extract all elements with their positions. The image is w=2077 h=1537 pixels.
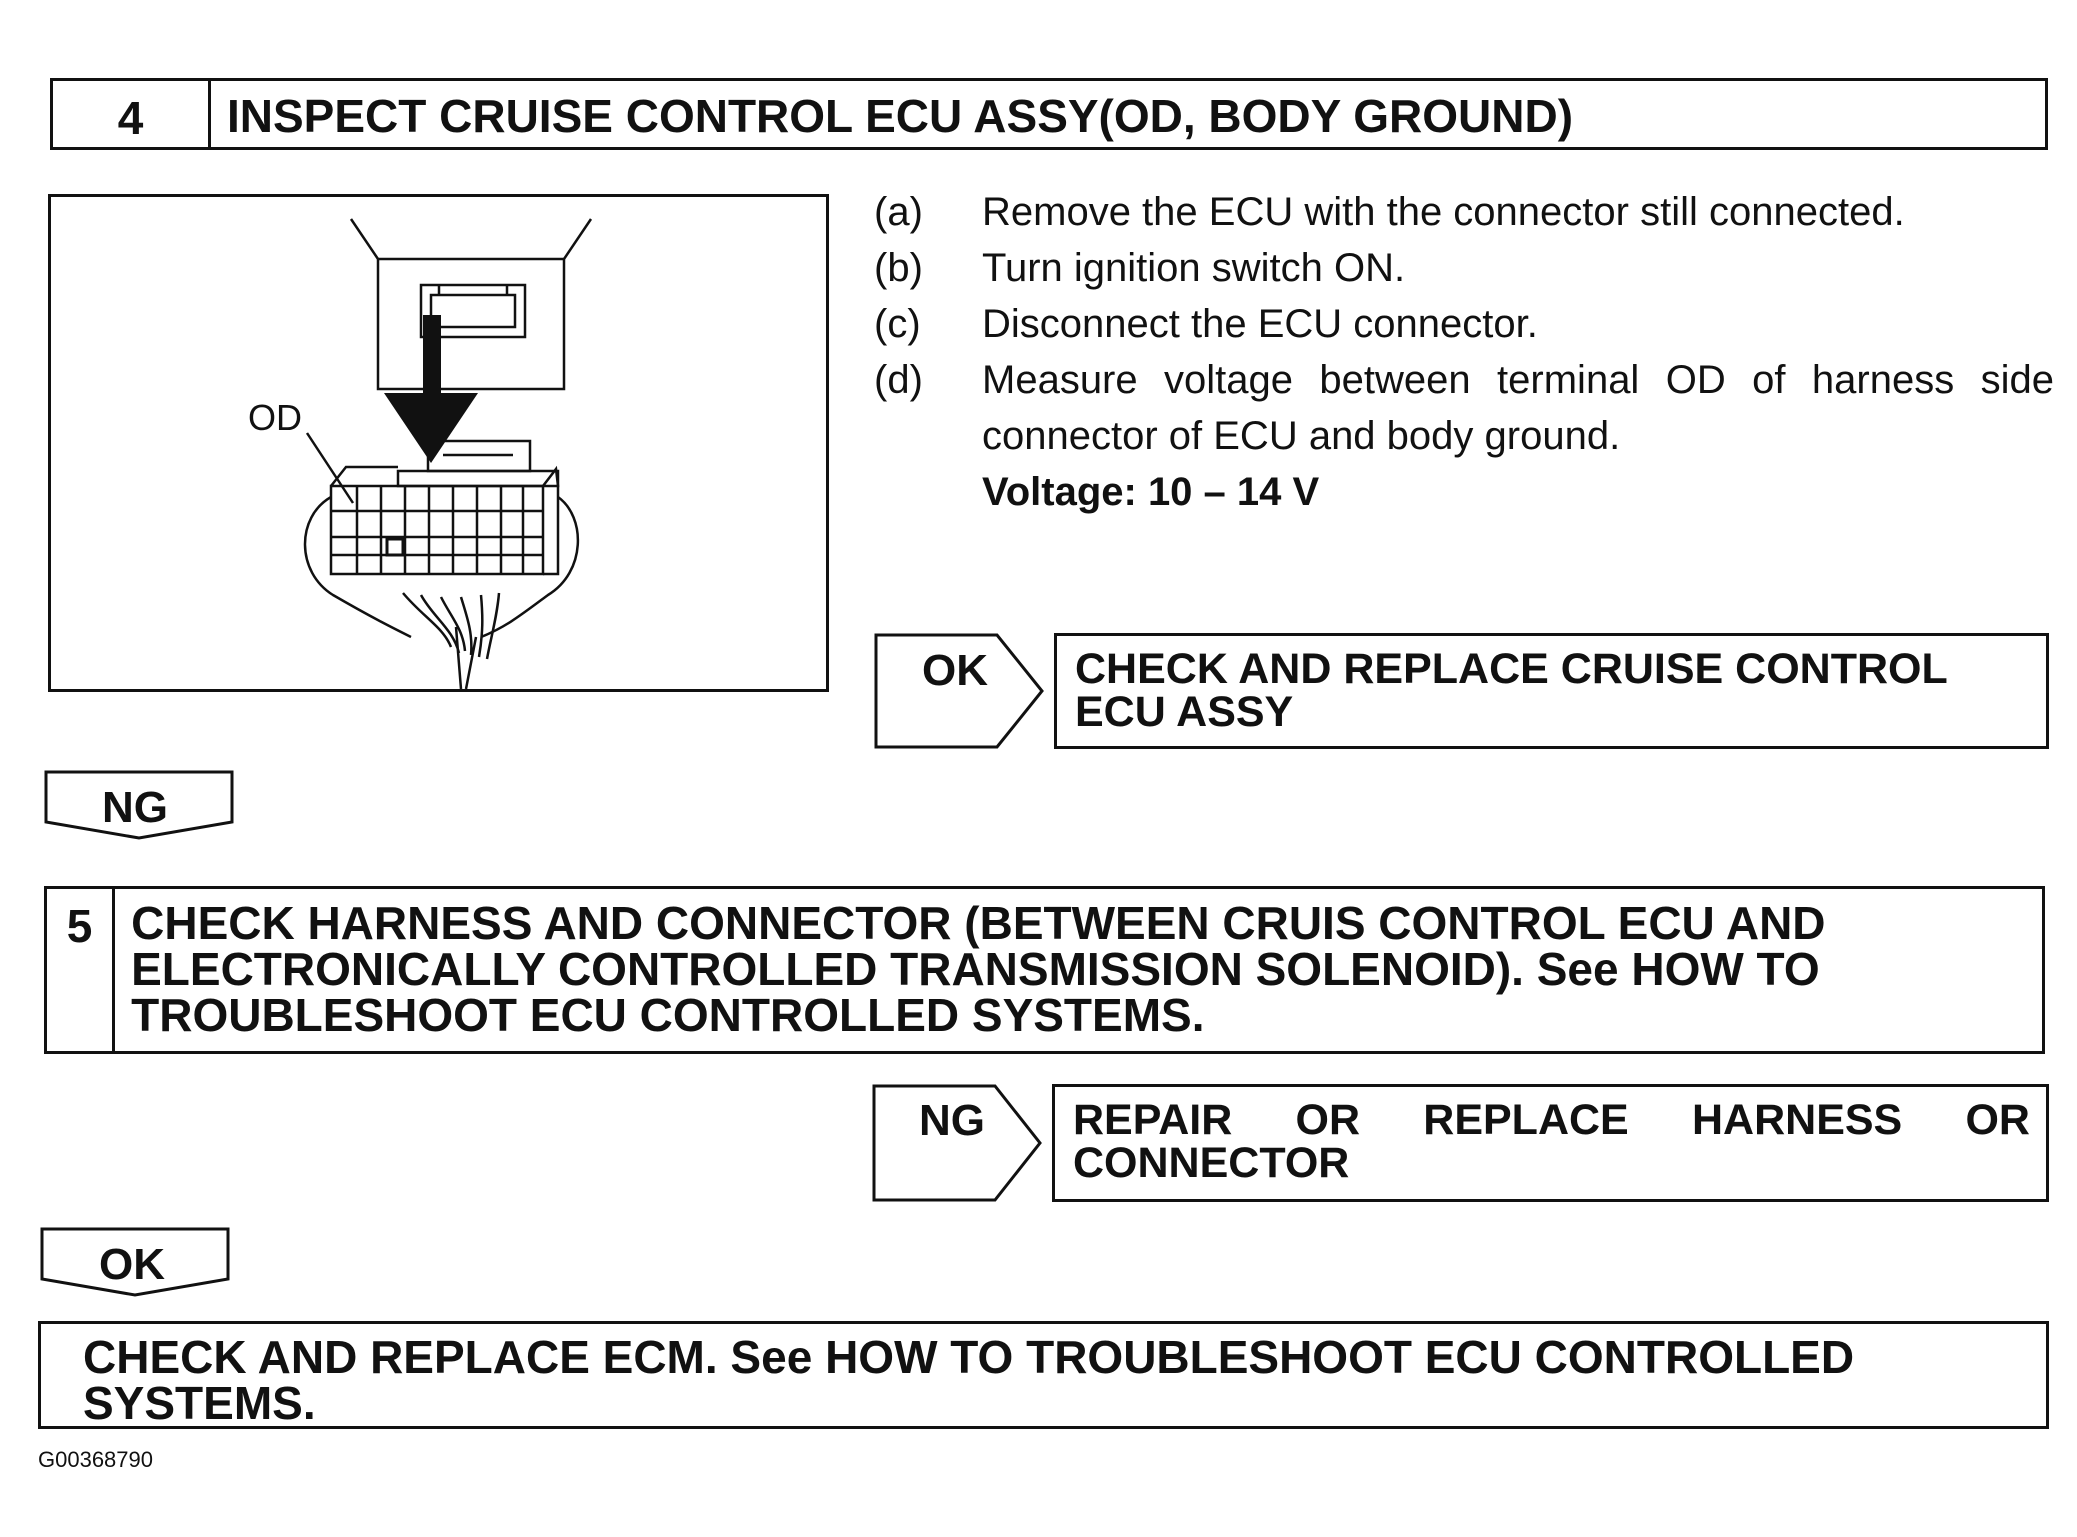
figure-id: G00368790 [38,1447,153,1472]
instruction-d [874,352,2054,464]
ng-arrow-label: NG [919,1096,985,1145]
step-4-instructions [874,184,2054,520]
ng-down-arrow-label: NG [102,783,168,832]
connector-figure [48,194,829,692]
instruction-text: Measure voltage between terminal OD of harness side connector of ECU and body ground. [982,358,2054,458]
step-4-header [50,78,2048,150]
od-terminal-label: OD [248,397,302,438]
step-4-number: 4 [53,81,211,147]
instruction-text: Disconnect the ECU connector. [982,302,1538,346]
step-5-number: 5 [47,889,115,1051]
ok-result-box: CHECK AND REPLACE CRUISE CONTROL ECU ASSY [1054,633,2049,749]
final-action-box: CHECK AND REPLACE ECM. See HOW TO TROUBLESHOOT ECU CONTROLLED SYSTEMS. [38,1321,2049,1429]
instruction-a [874,184,2054,240]
voltage-spec [874,464,2054,520]
instruction-label: (b) [874,246,923,290]
step-5-title: CHECK HARNESS AND CONNECTOR (BETWEEN CRUIS CONTROL ECU AND ELECTRONICALLY CONTROLLED TRANSMISSION SOLENOID). See HOW TO TROUBLESHOOT ECU CONTROLLED SYSTEMS. [131,897,1826,1041]
instruction-label: (a) [874,190,923,234]
instruction-c [874,296,2054,352]
instruction-text: Turn ignition switch ON. [982,246,1406,290]
instruction-text: Remove the ECU with the connector still connected. [982,190,1905,234]
instruction-label: (c) [874,302,921,346]
instruction-b [874,240,2054,296]
instruction-label: (d) [874,358,923,402]
ok-down-arrow-label: OK [99,1240,165,1289]
step-5-header [44,886,2045,1054]
ok-arrow-label: OK [922,646,988,695]
ecu-connector-illustration [51,197,826,689]
voltage-spec-text: Voltage: 10 – 14 V [982,470,1320,514]
ng-result-box: REPAIR OR REPLACE HARNESS OR CONNECTOR [1052,1084,2049,1202]
step-4-title: INSPECT CRUISE CONTROL ECU ASSY(OD, BODY GROUND) [227,90,1574,142]
